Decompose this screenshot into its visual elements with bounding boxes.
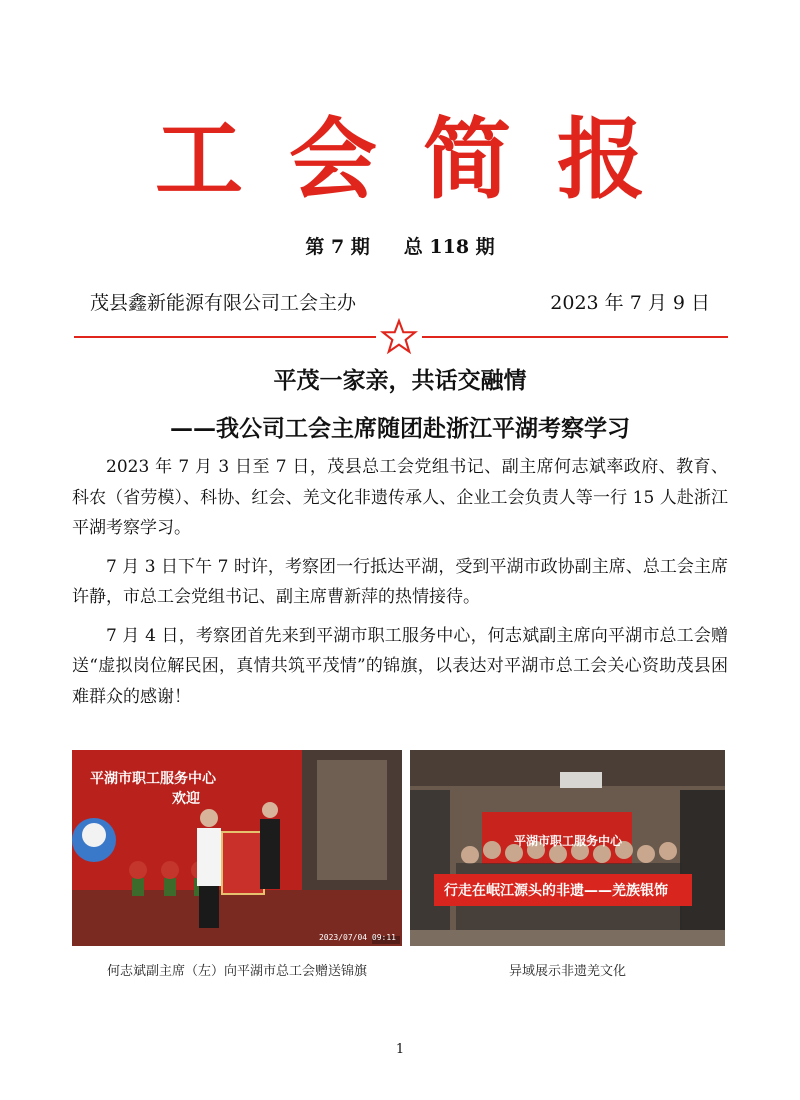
- page-number: 1: [395, 1042, 405, 1057]
- masthead-char: 会: [288, 108, 377, 211]
- photo-banner-presentation: [72, 750, 402, 946]
- photo-caption-left: 何志斌副主席（左）向平湖市总工会赠送锦旗: [106, 964, 367, 979]
- article-title: 平茂一家亲，共话交融情: [273, 367, 527, 394]
- group-banner-text: 行走在岷江源头的非遗——羌族银饰: [444, 883, 668, 899]
- photo-timestamp: 2023/07/04 09:11: [318, 933, 396, 942]
- publish-date: 2023 年 7 月 9 日: [550, 292, 710, 314]
- photo-caption-right: 异域展示非遗羌文化: [508, 964, 626, 979]
- screen-welcome: 欢迎: [172, 791, 200, 807]
- photo-group: [410, 750, 725, 946]
- divider-right: [422, 336, 728, 338]
- star-icon: [380, 318, 418, 356]
- publisher-line: [90, 288, 710, 315]
- masthead-char: 工: [154, 108, 243, 211]
- issue-line: [0, 232, 800, 259]
- article-body: [72, 452, 728, 720]
- issue-total: 总 118 期: [403, 236, 495, 258]
- issue-number: 第 7 期: [305, 236, 370, 258]
- divider-left: [74, 336, 376, 338]
- publisher-org: 茂县鑫新能源有限公司工会主办: [90, 292, 357, 314]
- screen-title: 平湖市职工服务中心: [90, 771, 216, 787]
- masthead: [0, 108, 800, 211]
- article-paragraph: 7 月 4 日，考察团首先来到平湖市职工服务中心，何志斌副主席向平湖市总工会赠送“虚拟岗位解民困，真情共筑平茂情”的锦旗，以表达对平湖市总工会关心资助茂县困难群众的感谢！: [72, 625, 728, 707]
- masthead-char: 简: [423, 108, 512, 211]
- screen-title: 平湖市职工服务中心: [514, 834, 623, 848]
- article-subtitle: ——我公司工会主席随团赴浙江平湖考察学习: [170, 415, 630, 442]
- article-paragraph: 2023 年 7 月 3 日至 7 日，茂县总工会党组书记、副主席何志斌率政府、教育、科农（省劳模）、科协、红会、羌文化非遗传承人、企业工会负责人等一行 15 人赴浙江平湖考察学习。: [72, 457, 728, 538]
- article-paragraph: 7 月 3 日下午 7 时许，考察团一行抵达平湖，受到平湖市政协副主席、总工会主席许静，市总工会党组书记、副主席曹新萍的热情接待。: [72, 556, 728, 607]
- masthead-char: 报: [557, 108, 646, 211]
